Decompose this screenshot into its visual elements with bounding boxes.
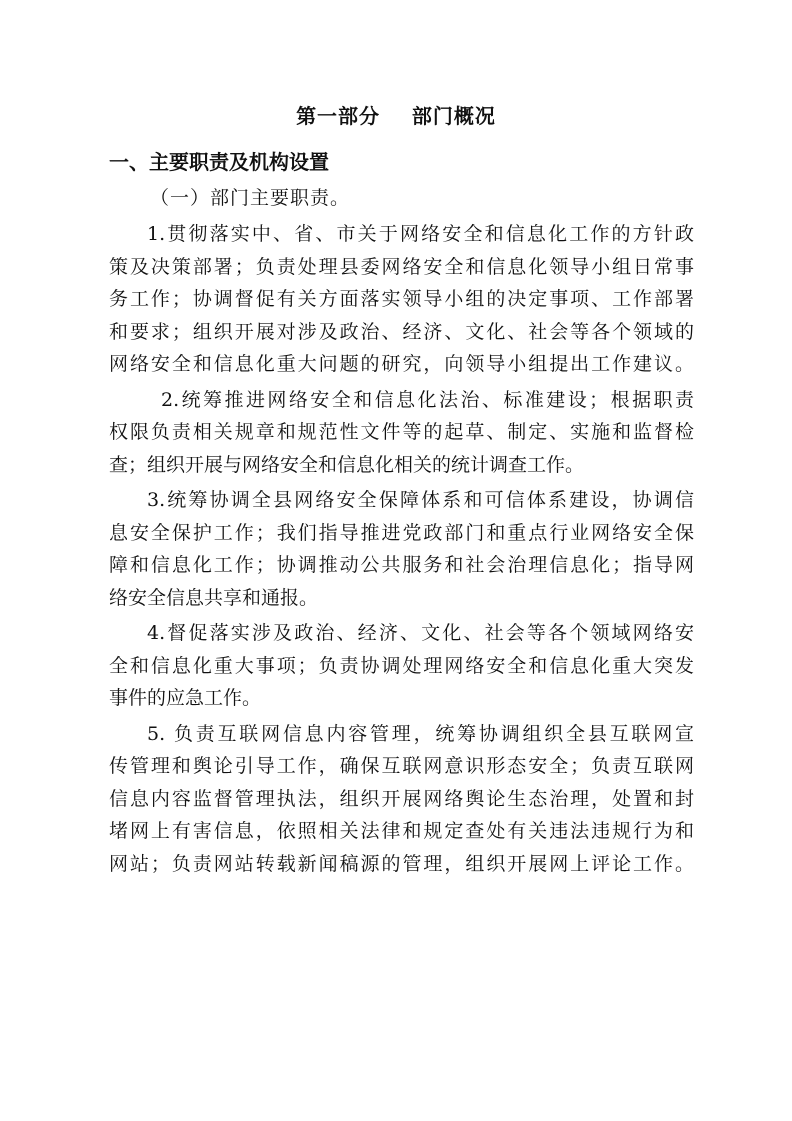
paragraph-5 [109,718,694,881]
subsection-heading: （一）部门主要职责。 [150,187,351,209]
paragraph-2 [109,384,694,482]
paragraph-line: 和要求；组织开展对涉及政治、经济、文化、社会等各个领域的 [109,320,694,343]
paragraph-line: 障和信息化工作；协调推动公共服务和社会治理信息化；指导网 [109,554,694,576]
paragraph-line: 络安全信息共享和通报。 [109,586,319,609]
paragraph-line: 策及决策部署；负责处理县委网络安全和信息化领导小组日常事 [109,255,694,278]
paragraph-line: 事件的应急工作。 [109,687,262,709]
paragraph-4 [109,617,694,715]
body-text [109,218,694,883]
paragraph-line: 信息内容监督管理执法，组织开展网络舆论生态治理，处置和封 [109,787,694,810]
section-heading: 一、主要职责及机构设置 [109,150,329,174]
paragraph-line: 权限负责相关规章和规范性文件等的起草、制定、实施和监督检 [109,421,694,443]
paragraph-line: 5. 负责互联网信息内容管理，统筹协调组织全县互联网宣 [147,722,694,745]
paragraph-line: 3.统筹协调全县网络安全保障体系和可信体系建设，协调信 [147,489,694,511]
paragraph-line: 4.督促落实涉及政治、经济、文化、社会等各个领域网络安 [147,622,694,644]
paragraph-line: 息安全保护工作；我们指导推进党政部门和重点行业网络安全保 [109,521,694,544]
paragraph-line: 查；组织开展与网络安全和信息化相关的统计调查工作。 [109,453,585,476]
paragraph-line: 网络安全和信息化重大问题的研究，向领导小组提出工作建议。 [109,353,694,375]
paragraph-line: 1.贯彻落实中、省、市关于网络安全和信息化工作的方针政 [147,223,694,245]
paragraph-line: 全和信息化重大事项；负责协调处理网络安全和信息化重大突发 [109,654,694,677]
paragraph-line: 堵网上有害信息，依照相关法律和规定查处有关违法违规行为和 [109,820,694,842]
paragraph-line: 2.统筹推进网络安全和信息化法治、标准建设；根据职责 [161,388,694,411]
paragraph-line: 传管理和舆论引导工作，确保互联网意识形态安全；负责互联网 [109,755,694,777]
page-title: 第一部分 部门概况 [296,104,496,128]
paragraph-3 [109,484,694,614]
paragraph-1 [109,218,694,381]
paragraph-line: 网站；负责网站转载新闻稿源的管理，组织开展网上评论工作。 [109,852,694,875]
paragraph-line: 务工作；协调督促有关方面落实领导小组的决定事项、工作部署 [109,288,694,310]
